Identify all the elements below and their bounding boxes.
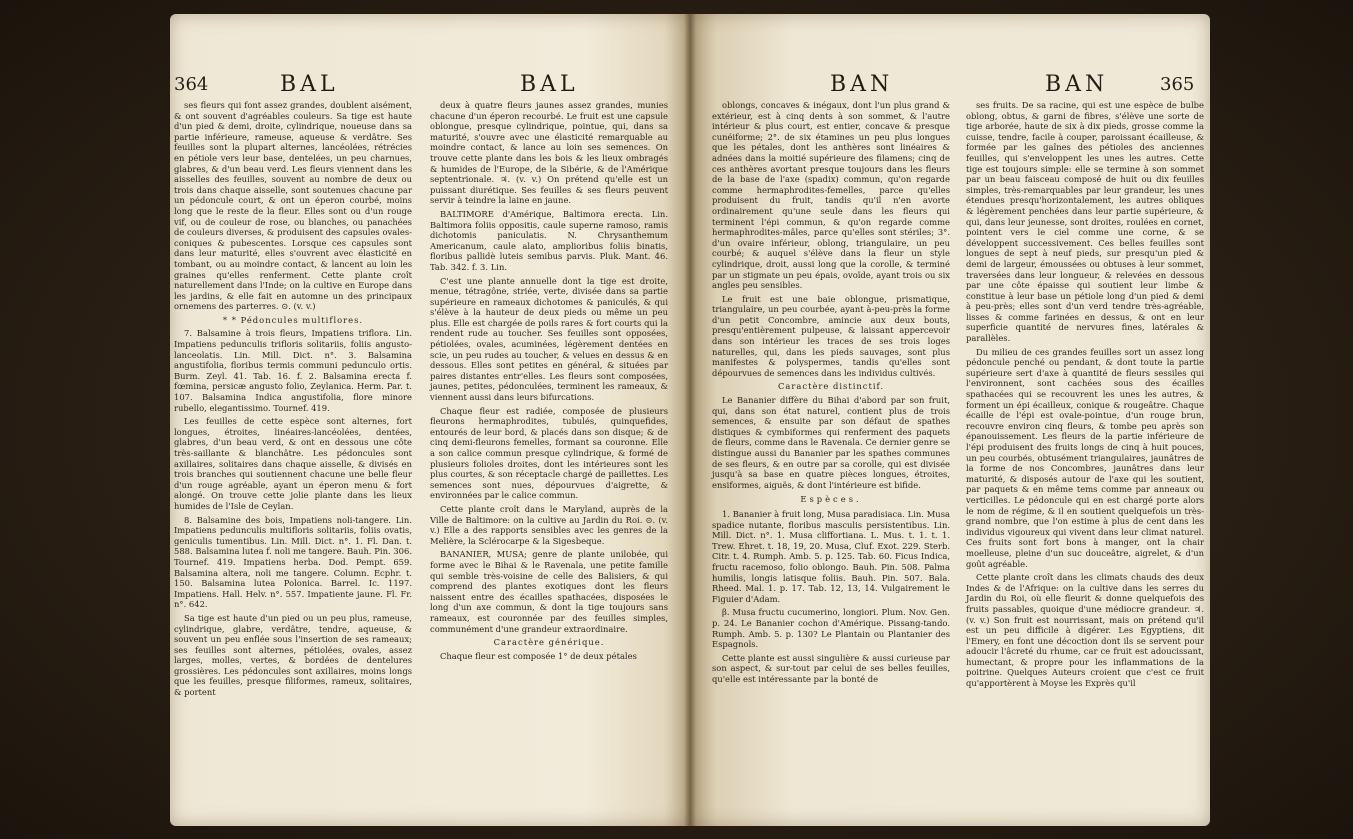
running-head-left-1: BAL xyxy=(280,72,339,97)
paragraph: BALTIMORE d'Amérique, Baltimora erecta. Lin. Baltimora foliis oppositis, caule superne ramoso, ramis dichotomis paniculatis. N. Chrysanthemum Americanum, caule alato, amplioribus foliis binatis, floribus pallidè luteis semibus parvis. Pluk. Mant. 46. Tab. 342. f. 3. Lin. xyxy=(430,208,668,272)
paragraph: Caractère générique. xyxy=(493,637,605,648)
paragraph: Du milieu de ces grandes feuilles sort un assez long pédoncule penché ou pendant, & dont toute la partie supérieure sert d'axe à quantité de fleurs sessiles qui l'environnent, sont cachées sous des écailles spathacées qui se recouvrent les unes les autres, & forment un épi écailleux, conique & rougeâtre. Chaque écaille de l'épi est ovale-pointue, d'un rouge brun, recouvre environ cinq fleurs, & tombe peu après son épanouissement. Les fleurs de la partie inférieure de l'épi produisent des fruits longs de cinq à huit pouces, un peu courbés, obtusément triangulaires, jaunâtres de la forme de nos Concombres, jaunâtres dans leur maturité, & disposés autour de l'axe qui les soutient, par paquets & en même tems comme par anneaux ou verticilles. Le pédoncule qui en est chargé porte alors le nom de régime, & il en soutient quelquefois un très-grand nombre, que l'on estime à plus de cent dans les individus vigoureux qui vivent dans leur climat naturel. Ces fruits sont fort bons à manger, ont la chair moelleuse, pleine d'un suc douceâtre, aigrelet, & d'un goût agréable. xyxy=(966,346,1204,569)
paragraph: Cette plante croît dans le Maryland, auprès de la Ville de Baltimore: on la cultive au Jardin du Roi. ⊙. (v. v.) Elle a des rapports sensibles avec les genres de la Melière, la Sclérocarpe & la Sigesbeque. xyxy=(430,503,668,546)
page-number-right: 365 xyxy=(1160,74,1195,95)
paragraph: BANANIER, MUSA; genre de plante unilobée, qui forme avec le Bihai & le Ravenala, une petite famille qui semble très-voisine de celle des Balisiers, & qui comprend des plantes exotiques dont les fleurs naissent entre des écailles spathacées, disposées le long d'un axe commun, & dont la tige toujours sans rameaux, est couronnée par des feuilles simples, communément d'une grandeur extraordinaire. xyxy=(430,549,668,634)
paragraph: Chaque fleur est composée 1° de deux pétales xyxy=(440,650,637,661)
paragraph: deux à quatre fleurs jaunes assez grandes, munies chacune d'un éperon recourbé. Le fruit est une capsule oblongue, presque cylindrique, pointue, qui, dans sa maturité, s'ouvre avec une élasticité remarquable au moindre contact, & lance au loin ses semences. On trouve cette plante dans les bois & les lieux ombragés & humides de l'Europe, de la Sibérie, & de l'Amérique septentrionale. ♃. (v. v.) On prétend qu'elle est un puissant diurétique. Ses feuilles & ses fleurs peuvent servir à teindre la laine en jaune. xyxy=(430,100,668,206)
paragraph: Chaque fleur est radiée, composée de plusieurs fleurons hermaphrodites, tubulés, quinquefides, entourés de leur bord, & placés dans son disque; & de cinq demi-fleurons femelles, formant sa couronne. Elle a son calice commun presque cylindrique, & formé de plusieurs folioles droites, dont les intérieures sont les plus courtes, & son réceptacle chargé de paillettes. Les semences sont nues, dépourvues d'aigrette, & environnées par le calice commun. xyxy=(430,405,668,501)
page-number-left: 364 xyxy=(174,74,209,95)
paragraph: Cette plante croît dans les climats chauds des deux Indes & de l'Afrique: on la cultive dans les serres du Jardin du Roi, où elle fleurit & donne quelquefois des fruits passables, quoique d'une médiocre grandeur. ♃. (v. v.) Son fruit est nourrissant, mais on prétend qu'il est un peu difficile à digérer. Les Egyptiens, dit l'Emery, en font une décoction dont ils se servent pour adoucir l'âcreté du rhume, car ce fruit est adoucissant, humectant, & propre pour les inflammations de la poitrine. Quelques Auteurs croient que c'est ce fruit qu'apportèrent à Moyse les Exprès qu'il xyxy=(966,572,1204,689)
paragraph: Caractère distinctif. xyxy=(777,381,884,392)
paragraph: 8. Balsamine des bois, Impatiens noli-tangere. Lin. Impatiens pedunculis multifloris solitariis, foliis ovatis, geniculis tumentibus. Lin. Mill. Dict. n°. 1. Fl. Dan. t. 588. Balsamina lutea f. noli me tangere. Bauh. Pin. 306. Tournef. 419. Impatiens herba. Dod. Pempt. 659. Balsamina altera, noli me tangere. Column. Ecphr. t. 150. Balsamina lutea Polonica. Barrel. Ic. 1197. Impatiens. Hall. Helv. n°. 557. Impatiente jaune. Fl. Fr. n°. 642. xyxy=(174,514,412,610)
running-head-right-2: BAN xyxy=(1045,72,1109,97)
running-head-right-1: BAN xyxy=(830,72,894,97)
paragraph: Le Bananier diffère du Bihai d'abord par son fruit, qui, dans son état naturel, contient plus de trois semences, & ensuite par son défaut de spathes distiques & cymbiformes qui renferment des paquets de fleurs, comme dans le Ravenala. Ce dernier genre se distingue aussi du Bananier par les spathes communes de ses fleurs, & en outre par sa corolle, qui est divisée jusqu'à sa base en quatre pièces longues, étroites, ensiformes, aiguës, & dont l'intérieure est bifide. xyxy=(712,395,950,490)
right-page xyxy=(690,14,1210,826)
paragraph: Cette plante est aussi singulière & aussi curieuse par son aspect, & sur-tout par celui de ses belles feuilles, qu'elle est intéressante par la bonté de xyxy=(712,652,950,684)
paragraph: Espèces. xyxy=(800,494,862,505)
paragraph: ses fruits. De sa racine, qui est une espèce de bulbe oblong, obtus, & garni de fibres, s'élève une sorte de tige arborée, haute de six à dix pieds, grosse comme la cuisse, tendre, facile à couper, paroissant écailleuse, & formée par les gaînes des pétioles des anciennes feuilles, qui s'enveloppent les unes les autres. Cette tige est toujours simple: elle se termine à son sommet par un beau faisceau composé de huit ou dix feuilles simples, très-remarquables par leur grandeur, les unes étendues presqu'horizontalement, les autres obliques & légèrement penchées dans leur partie supérieure, & qui, dans leur jeunesse, sont droites, roulées en cornet, pointent vers le ciel comme une corne, & se développent successivement. Ces belles feuilles sont longues de sept à neuf pieds, sur presqu'un pied & demi de largeur, émoussées ou obtuses à leur sommet, traversées dans leur longueur, & relevées en dessous par une côte épaisse qui soutient leur limbe & constitue à leur base un pétiole long d'un pied & demi à peu-près; elles sont d'un verd tendre très-agréable, lisses & comme farinées en dessus, & ont en leur superficie quantité de nervures fines, latérales & parallèles. xyxy=(966,100,1204,344)
paragraph: ses fleurs qui font assez grandes, doublent aisément, & ont souvent d'agréables couleurs. Sa tige est haute d'un pied & demi, droite, cylindrique, noueuse dans sa partie inférieure, rameuse, aqueuse & verdâtre. Ses feuilles sont la plupart alternes, lancéolées, rétrécies en pétiole vers leur base, dentelées, un peu charnues, glabres, & d'un beau verd. Les fleurs viennent dans les aisselles des feuilles, souvent au nombre de deux ou trois dans chaque aisselle, sont soutenues chacune par un pédoncule court, & ont un éperon courbé, moins long que le reste de la fleur. Elles sont ou d'un rouge vif, ou de couleur de rose, ou blanches, ou panachées de couleurs diverses, & produisent des capsules ovales-coniques & pubescentes. Lorsque ces capsules sont dans leur maturité, elles s'ouvrent avec élasticité en tombant, ou au moindre contact, & lancent au loin les graines qu'elles renferment. Cette plante croît naturellement dans l'Inde; on la cultive en Europe dans les jardins, & elle fait en automne un des principaux ornemens des parterres. ⊙. (v. v.) xyxy=(174,100,412,312)
paragraph: * * Pédoncules multiflores. xyxy=(222,314,364,325)
running-head-left-2: BAL xyxy=(520,72,579,97)
left-page xyxy=(170,14,690,826)
paragraph: Le fruit est une baie oblongue, prismatique, triangulaire, un peu courbée, ayant à-peu-près la forme d'un petit Concombre, amincie aux deux bouts, presqu'entièrement pulpeuse, & laissant appercevoir dans son intérieur les traces de ses trois loges naturelles, qui, dans les pieds sauvages, sont plus manifestes & polyspermes, tandis qu'elles sont dépourvues de semences dans les individus cultivés. xyxy=(712,293,950,378)
paragraph: oblongs, concaves & inégaux, dont l'un plus grand & extérieur, est à cinq dents à son sommet, & l'autre intérieur & plus court, est entier, concave & presque cunéiforme; 2°. de six étamines un peu plus longues que les pétales, dont les anthères sont linéaires & adnées dans la moitié supérieure des filamens; cinq de ces anthères avortant presque toujours dans les fleurs de la base de l'axe (spadix) commun, qu'on regarde comme hermaphrodites-femelles, parce qu'elles produisent du fruit, tandis qu'il n'en avorte ordinairement qu'une seule dans les fleurs qui terminent l'épi commun, & qu'on regarde comme hermaphrodites-mâles, parce qu'elles sont stériles; 3°. d'un ovaire inférieur, oblong, triangulaire, un peu courbé; & auquel s'élève dans la fleur un style cylindrique, droit, aussi long que la corolle, & terminé par un stigmate un peu épais, ovoïde, ayant trois ou six angles peu sensibles. xyxy=(712,100,950,291)
book-spine xyxy=(684,14,696,826)
left-column-1 xyxy=(174,100,412,701)
right-column-1 xyxy=(712,100,950,687)
right-column-2 xyxy=(966,100,1204,692)
left-column-2 xyxy=(430,100,668,664)
paragraph: C'est une plante annuelle dont la tige est droite, menue, tétragône, striée, verte, divisée dans sa partie supérieure en rameaux dichotomes & paniculés, & qui s'élève à la hauteur de deux pieds ou même un peu plus. Elle est chargée de poils rares & fort courts qui la rendent rude au toucher. Ses feuilles sont opposées, pétiolées, ovales, acuminées, légèrement dentées en scie, un peu rudes au toucher, & velues en dessus & en dessous. Elles sont petites en général, & situées par paires distantes entr'elles. Les fleurs sont composées, jaunes, petites, pédonculées, terminent les rameaux, & viennent aussi dans leurs bifurcations. xyxy=(430,275,668,403)
paragraph: Les feuilles de cette espèce sont alternes, fort longues, étroites, linéaires-lancéolées, dentées, glabres, d'un beau verd, & ont en dessous une côte très-saillante & blanchâtre. Les pédoncules sont axillaires, solitaires dans chaque aisselle, & divisés en trois branches qui soutiennent chacune une belle fleur d'un rouge agréable, ayant un éperon menu & fort alongé. On trouve cette jolie plante dans les lieux humides de l'Isle de Ceylan. xyxy=(174,416,412,511)
paragraph: 7. Balsamine à trois fleurs, Impatiens triflora. Lin. Impatiens pedunculis trifloris solitariis, foliis angusto-lanceolatis. Lin. Mill. Dict. n°. 3. Balsamina angustifolia, floribus termis communi pedunculo ortis. Burm. Zeyl. 41. Tab. 16. f. 2. Balsamina erecta f. fœmina, persicæ angusto folio, Zeylanica. Herm. Par. t. 107. Balsamina Indica angustifolia, flore minore rubello, elegantissimo. Tournef. 419. xyxy=(174,328,412,413)
paragraph: 1. Bananier à fruit long, Musa paradisiaca. Lin. Musa spadice nutante, floribus masculis persistentibus. Lin. Mill. Dict. n°. 1. Musa cliffortiana. L. Mus. t. 1. t. 1. Trew. Ehret. t. 18, 19, 20. Musa, Cluf. Exot. 229. Sterb. Citr. t. 4. Rumph. Amb. 5. p. 125. Tab. 60. Ficus Indica, fructu racemoso, folio oblongo. Bauh. Pin. 508. Palma humilis, longis latisque foliis. Bauh. Pin. 507. Bala. Rheed. Mal. 1. p. 17. Tab. 12, 13, 14. Vulgairement le Figuier d'Adam. xyxy=(712,508,950,604)
paragraph: Sa tige est haute d'un pied ou un peu plus, rameuse, cylindrique, glabre, verdâtre, tendre, aqueuse, & souvent un peu enflée sous l'insertion de ses rameaux; ses feuilles sont alternes, pétiolées, ovales, assez larges, molles, vertes, & bordées de dentelures grossières. Les pédoncules sont axillaires, moins longs que les feuilles, presque filiformes, rameux, solitaires, & portent xyxy=(174,612,412,698)
paragraph: β. Musa fructu cucumerino, longiori. Plum. Nov. Gen. p. 24. Le Bananier cochon d'Amérique. Pissang-tando. Rumph. Amb. 5. p. 130? Le Plantain ou Plantanier des Espagnols. xyxy=(712,607,950,650)
